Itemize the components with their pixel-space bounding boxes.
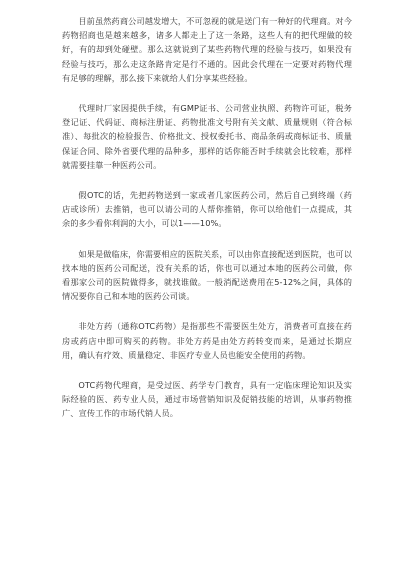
paragraph-4: 如果是做临床，你需要相应的医院关系，可以由你直接配送到医院，也可以找本地的医药公司配送，没有关系的话，你也可以通过本地的医药公司做，你看那家公司的医院做得多，就找谁做。一般消配送费用在5-12%之间，具体的情况要你自己和本地的医药公司谈。 bbox=[62, 248, 352, 302]
paragraph-2: 代理时厂家因提供手续，有GMP证书、公司营业执照、药物许可证，税务登记证、代码证、商标注册证、药物批准文号附有关文献、质量规则（符合标准）、每批次的检验报告、价格批文、授权委托书、商品条码或商标证书、质量保证合同、除外省要代理的品种多，那样的话你能否时手续就会比较难，那样就需要挂靠一种医药公司。 bbox=[62, 103, 352, 170]
document-body bbox=[62, 14, 352, 437]
paragraph-5: 非处方药（通称OTC药物）是指那些不需要医生处方，消费者可直接在药房或药店中即可购买的药物。非处方药是由处方药转变而来，是通过长期应用，确认有疗效、质量稳定、非医疗专业人员也能安全使用的药物。 bbox=[62, 321, 352, 360]
paragraph-6: OTC药物代理商，是受过医、药学专门教育，具有一定临床理论知识及实际经验的医、药专业人员，通过市场营销知识及促销技能的培训，从事药物推广、宣传工作的市场代销人员。 bbox=[62, 380, 352, 419]
paragraph-3: 假OTC的话，先把药物送到一家或者几家医药公司，然后自己到终端（药店或诊所）去推销，也可以请公司的人帮你推销，你可以给他们一点提成，其余的多少看你利润的大小，可以1——10%。 bbox=[62, 190, 352, 229]
paragraph-1: 目前虽然药商公司越发增大，不可忽视的就是送门有一种好的代理商。对今药物招商也是越来越多，诸多人都走上了这一条路，这些人有的把代理做的较好，有的却到处碰壁。那么这就说到了某些药物代理的经验与技巧，如果没有经验与技巧，那么走这条路肯定是行不通的。因此会代理在一定要对药物代理有足够的理解，那么接下来就给人们分享某些经验。 bbox=[62, 16, 352, 83]
